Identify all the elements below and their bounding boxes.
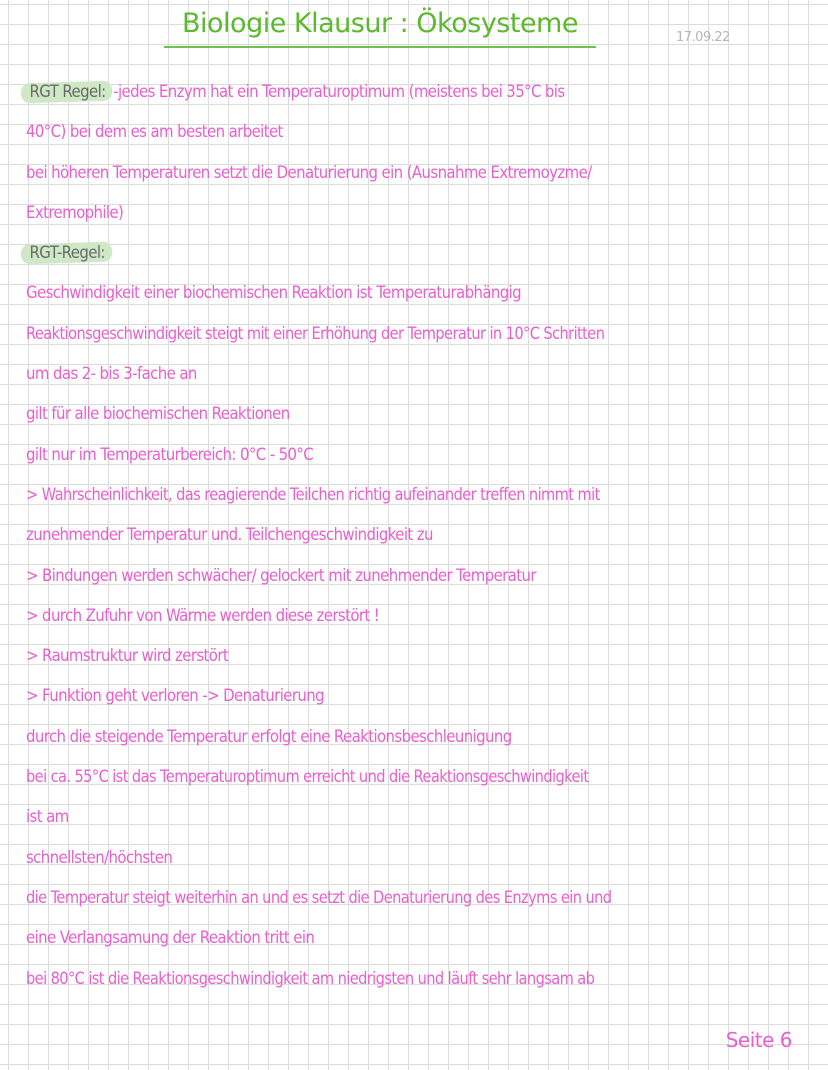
notes-body [26,76,826,1003]
rgt-rule-heading-highlight: RGT-Regel: [26,237,108,269]
note-line: > Raumstruktur wird zerstört [26,646,229,667]
note-line: > Wahrscheinlichkeit, das reagierende Teilchen richtig aufeinander treffen nimmt mit [26,484,600,505]
rgt-heading-highlight: RGT Regel: [26,76,109,108]
note-line: 40°C) bei dem es am besten arbeitet [26,122,283,143]
note-line: Reaktionsgeschwindigkeit steigt mit einer Erhöhung der Temperatur in 10°C Schritten [26,323,605,344]
note-line: gilt für alle biochemischen Reaktionen [26,404,290,425]
note-line: zunehmender Temperatur und. Teilchengeschwindigkeit zu [26,525,433,546]
note-line: ist am [26,807,69,828]
note-line: schnellsten/höchsten [26,847,173,868]
note-line: Extremophile) [26,202,124,223]
note-line [26,237,730,277]
note-line: Geschwindigkeit einer biochemischen Reaktion ist Temperaturabhängig [26,283,522,304]
note-text: -jedes Enzym hat ein Temperaturoptimum (meistens bei 35°C bis [109,82,565,102]
note-line: bei höheren Temperaturen setzt die Denaturierung ein (Ausnahme Extremoyzme/ [26,162,592,183]
note-line: gilt nur im Temperaturbereich: 0°C - 50°C [26,444,314,465]
note-line: die Temperatur steigt weiterhin an und es setzt die Denaturierung des Enzyms ein und [26,887,612,908]
note-line: > durch Zufuhr von Wärme werden diese zerstört ! [26,605,380,626]
note-line: eine Verlangsamung der Reaktion tritt ein [26,928,315,949]
date-label: 17.09.22 [676,30,730,45]
note-line: > Bindungen werden schwächer/ gelockert mit zunehmender Temperatur [26,565,536,586]
note-line: bei ca. 55°C ist das Temperaturoptimum erreicht und die Reaktionsgeschwindigkeit [26,767,589,788]
note-line: durch die steigende Temperatur erfolgt eine Reaktionsbeschleunigung [26,726,512,747]
page-number: Seite 6 [725,1028,792,1052]
title-underline [164,46,596,48]
note-line [26,76,730,116]
page-title: Biologie Klausur : Ökosysteme [182,8,578,39]
note-line: bei 80°C ist die Reaktionsgeschwindigkeit am niedrigsten und läuft sehr langsam ab [26,968,595,989]
note-line: um das 2- bis 3-fache an [26,364,197,385]
note-line: > Funktion geht verloren -> Denaturierung [26,686,324,707]
